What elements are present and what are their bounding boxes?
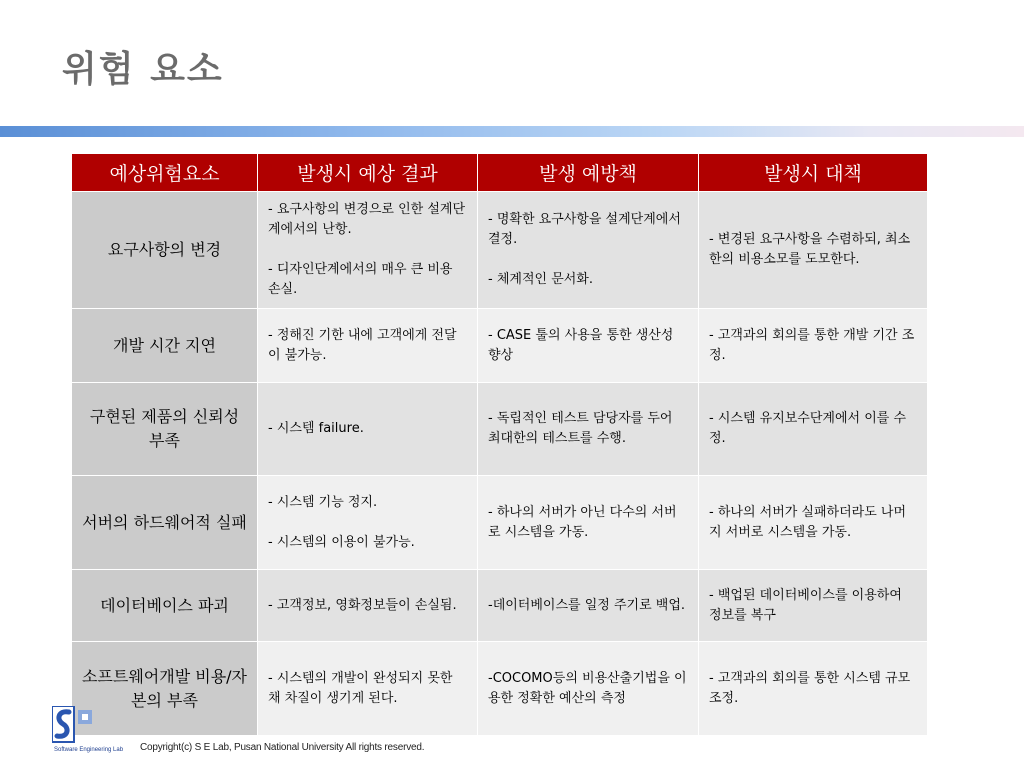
result-text: - 시스템의 개발이 완성되지 못한 채 차질이 생기게 된다. bbox=[268, 670, 453, 706]
risk-name: 서버의 하드웨어적 실패 bbox=[72, 476, 258, 570]
slide-title: 위험 요소 bbox=[62, 49, 224, 90]
prevention-cell bbox=[478, 476, 699, 570]
result-cell bbox=[258, 476, 478, 570]
prevention-text: - CASE 툴의 사용을 통한 생산성 향상 bbox=[488, 327, 674, 363]
result-text: - 요구사항의 변경으로 인한 설계단계에서의 난항. bbox=[268, 202, 466, 237]
result-cell bbox=[258, 570, 478, 642]
response-cell bbox=[699, 476, 928, 570]
header-prevention: 발생 예방책 bbox=[478, 154, 699, 192]
table-row bbox=[72, 642, 928, 736]
table-row bbox=[72, 309, 928, 383]
response-text: - 시스템 유지보수단계에서 이를 수정. bbox=[709, 411, 907, 446]
prevention-text: -COCOMO등의 비용산출기법을 이용한 정확한 예산의 측정 bbox=[488, 670, 687, 706]
result-text: - 디자인단계에서의 매우 큰 비용 손실. bbox=[268, 262, 453, 297]
risk-name: 구현된 제품의 신뢰성 부족 bbox=[72, 383, 258, 476]
table-row bbox=[72, 570, 928, 642]
table-header-row bbox=[72, 154, 928, 192]
result-text: - 시스템의 이용이 불가능. bbox=[268, 534, 415, 550]
response-cell bbox=[699, 570, 928, 642]
prevention-cell bbox=[478, 642, 699, 736]
copyright-text: Copyright(c) S E Lab, Pusan National University All rights reserved. bbox=[140, 742, 425, 753]
prevention-text: - 명확한 요구사항을 설계단계에서 결정. bbox=[488, 212, 681, 247]
prevention-text: - 체계적인 문서화. bbox=[488, 272, 593, 287]
response-text: - 하나의 서버가 실패하더라도 나머지 서버로 시스템을 가동. bbox=[709, 504, 907, 540]
logo-label: Software Engineering Lab bbox=[54, 747, 124, 753]
result-cell bbox=[258, 309, 478, 383]
response-cell bbox=[699, 383, 928, 476]
prevention-text: - 하나의 서버가 아닌 다수의 서버로 시스템을 가동. bbox=[488, 504, 677, 540]
prevention-cell bbox=[478, 192, 699, 309]
result-text: - 정해진 기한 내에 고객에게 전달이 불가능. bbox=[268, 327, 457, 363]
risk-name: 데이터베이스 파괴 bbox=[72, 570, 258, 642]
response-text: - 백업된 데이터베이스를 이용하여 정보를 복구 bbox=[709, 587, 902, 623]
result-cell bbox=[258, 192, 478, 309]
table-row bbox=[72, 192, 928, 309]
table-row bbox=[72, 383, 928, 476]
risk-table bbox=[71, 153, 928, 736]
risk-name: 요구사항의 변경 bbox=[72, 192, 258, 309]
result-cell bbox=[258, 383, 478, 476]
header-result: 발생시 예상 결과 bbox=[258, 154, 478, 192]
risk-name: 소프트웨어개발 비용/자본의 부족 bbox=[72, 642, 258, 736]
risk-name: 개발 시간 지연 bbox=[72, 309, 258, 383]
response-text: - 고객과의 회의를 통한 개발 기간 조정. bbox=[709, 327, 915, 363]
table-row bbox=[72, 476, 928, 570]
prevention-cell bbox=[478, 383, 699, 476]
prevention-cell bbox=[478, 570, 699, 642]
header-response: 발생시 대책 bbox=[699, 154, 928, 192]
prevention-text: -데이터베이스를 일정 주기로 백업. bbox=[488, 597, 686, 613]
result-text: - 고객정보, 영화정보들이 손실됨. bbox=[268, 597, 457, 613]
response-text: - 고객과의 회의를 통한 시스템 규모 조정. bbox=[709, 670, 911, 706]
response-cell bbox=[699, 309, 928, 383]
response-text: - 변경된 요구사항을 수렴하되, 최소한의 비용소모를 도모한다. bbox=[709, 232, 911, 267]
result-text: - 시스템 failure. bbox=[268, 421, 364, 436]
title-gradient-bar bbox=[0, 126, 1024, 137]
response-cell bbox=[699, 192, 928, 309]
header-risk: 예상위험요소 bbox=[72, 154, 258, 192]
response-cell bbox=[699, 642, 928, 736]
result-text: - 시스템 기능 정지. bbox=[268, 494, 378, 510]
result-cell bbox=[258, 642, 478, 736]
prevention-cell bbox=[478, 309, 699, 383]
prevention-text: - 독립적인 테스트 담당자를 두어 최대한의 테스트를 수행. bbox=[488, 411, 673, 446]
